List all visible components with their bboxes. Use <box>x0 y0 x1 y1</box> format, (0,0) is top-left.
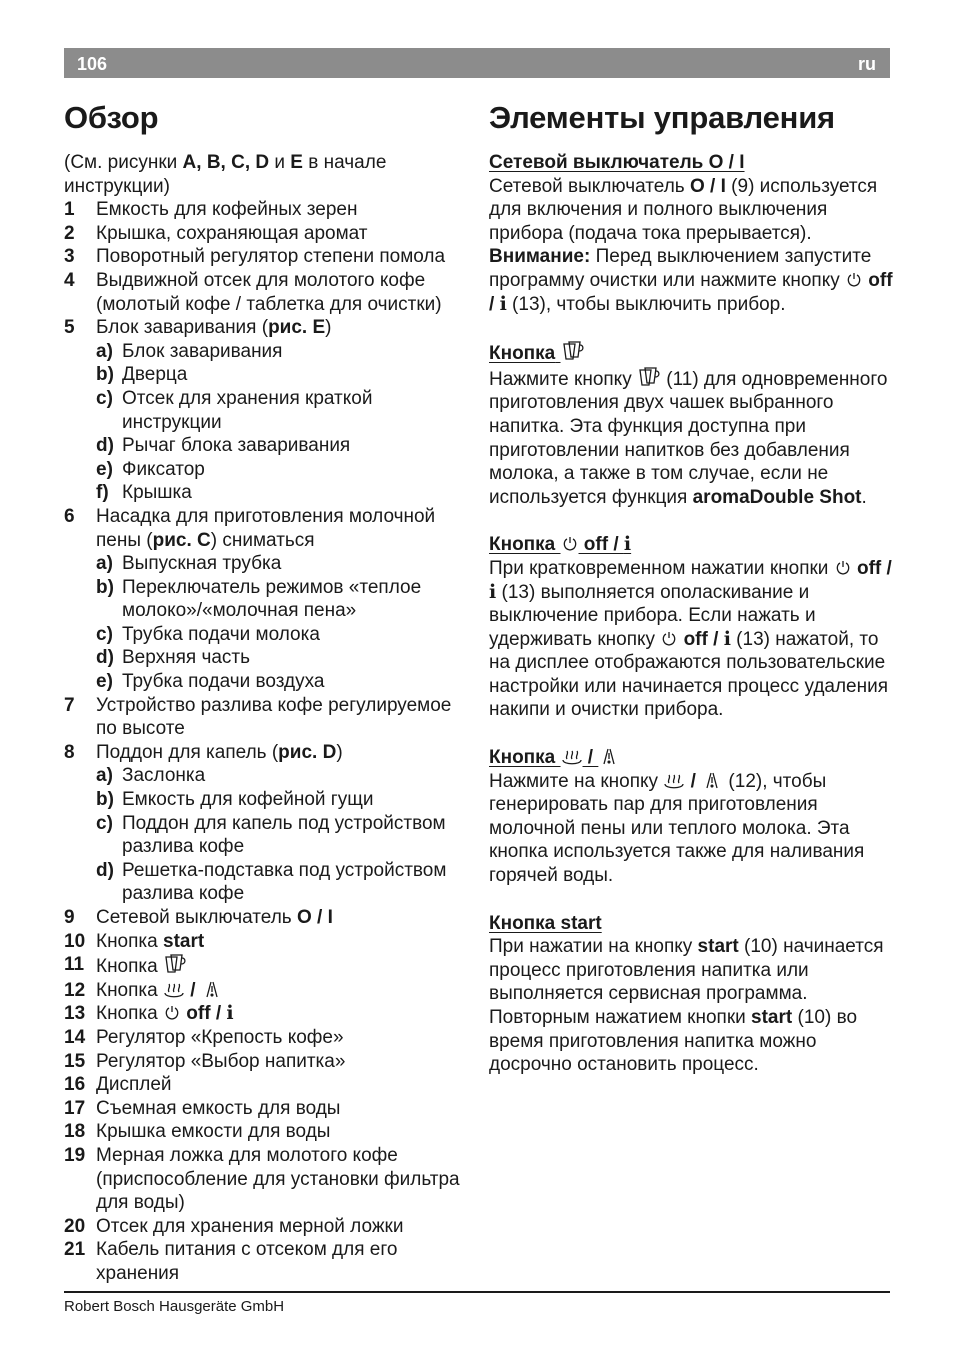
sub-item: b) Емкость для кофейной гущи <box>96 789 374 811</box>
list-item: 10 Кнопка start <box>64 930 205 952</box>
overview-title: Обзор <box>64 100 159 135</box>
section-text-double-cup: Нажмите кнопку (11) для одновременного приготовления двух чашек выбранного напитка. Эта функция доступна при приготовлении напитков без добавления молока, а также в том случае, если не используется функция aromaDouble Shot. <box>489 366 899 510</box>
sub-item: c) Трубка подачи молока <box>96 623 320 645</box>
sub-item: d) Верхняя часть <box>96 647 251 669</box>
list-item: 4 Выдвижной отсек для молотого кофе (молотый кофе / таблетка для очистки) <box>64 269 442 315</box>
list-item: 20 Отсек для хранения мерной ложки <box>64 1215 404 1237</box>
rinse-off-icon <box>834 559 852 577</box>
footer-divider <box>64 1291 890 1293</box>
list-item: 12 Кнопка / <box>64 979 474 1003</box>
steam-icon <box>561 746 583 766</box>
section-title-power-switch: Сетевой выключатель O / I <box>489 152 745 173</box>
sub-item: e) Фиксатор <box>96 458 205 480</box>
steam-icon <box>663 770 685 790</box>
list-item: 5 Блок заваривания (рис. E) <box>64 317 332 339</box>
overview-intro: (См. рисунки A, B, C, D и E в начале инструкции) <box>64 152 387 197</box>
sub-item: a) Блок заваривания <box>96 340 283 362</box>
section-title-double-cup: Кнопка <box>489 340 899 366</box>
sub-item: e) Трубка подачи воздуха <box>96 671 325 693</box>
section-text-attention: Внимание: Перед выключением запустите программу очистки или нажмите кнопку off / i (13), чтобы выключить прибор. <box>489 246 893 315</box>
sub-item: d) Решетка-подставка под устройством разлива кофе <box>96 859 447 905</box>
section-title-start: Кнопка start <box>489 912 602 934</box>
list-item: 15 Регулятор «Выбор напитка» <box>64 1050 346 1072</box>
sub-item: a) Выпускная трубка <box>96 553 282 575</box>
page-number: 106 <box>77 54 108 74</box>
list-item: 3 Поворотный регулятор степени помола <box>64 246 446 268</box>
header-bar <box>64 48 890 78</box>
section-text-start: При нажатии на кнопку start (10) начинается процесс приготовления напитка или выполняется сервисная программа. Повторным нажатием кнопки start (10) во время приготовления напитка можно досрочно остановить процесс. <box>489 936 884 1076</box>
list-item: 2 Крышка, сохраняющая аромат <box>64 222 368 244</box>
list-item: 7 Устройство разлива кофе регулируемое по высоте <box>64 694 452 740</box>
section-text-off: При кратковременном нажатии кнопки off / i (13) выполняется ополаскивание и выключение прибора. Если нажать и удерживать кнопку off / i (13) нажатой, то на дисплее отображаются пользовательские настройки или начинается процесс удаления накипи и очистки прибора. <box>489 557 892 721</box>
sub-item: b) Переключатель режимов «теплое молоко»/«молочная пена» <box>96 576 422 622</box>
section-title-steam: Кнопка / <box>489 746 899 770</box>
list-item: 16 Дисплей <box>64 1074 172 1096</box>
hot-water-warning-icon <box>701 770 723 790</box>
list-item: 21 Кабель питания с отсеком для его хранения <box>64 1239 398 1284</box>
section-title-off: Кнопка off / i <box>489 533 632 556</box>
hot-water-warning-icon <box>598 746 620 766</box>
list-item: 18 Крышка емкости для воды <box>64 1121 331 1143</box>
list-item: 6 Насадка для приготовления молочной пены (рис. C) сниматься <box>64 505 436 551</box>
double-cup-icon <box>163 953 187 975</box>
sub-item: f) Крышка <box>96 482 192 504</box>
overview-column <box>64 151 474 1286</box>
list-item: 1 Емкость для кофейных зерен <box>64 199 358 221</box>
list-item: 17 Съемная емкость для воды <box>64 1097 341 1119</box>
rinse-off-icon <box>845 271 863 289</box>
section-text-steam: Нажмите на кнопку / (12), чтобы генерировать пар для приготовления молочной пены или теплого молока. Эта кнопка используется также для наливания горячей воды. <box>489 770 865 887</box>
footer-company: Robert Bosch Hausgeräte GmbH <box>64 1298 285 1315</box>
controls-column <box>489 151 899 1077</box>
double-cup-icon <box>637 366 661 388</box>
list-item: 14 Регулятор «Крепость кофе» <box>64 1026 344 1048</box>
steam-icon <box>163 979 185 999</box>
list-item: 11 Кнопка <box>64 953 474 979</box>
rinse-off-icon <box>660 630 678 648</box>
list-item: 19 Мерная ложка для молотого кофе (приспособление для установки фильтра для воды) <box>64 1144 460 1214</box>
sub-item: d) Рычаг блока заваривания <box>96 435 351 457</box>
sub-item: a) Заслонка <box>96 765 206 787</box>
rinse-off-icon <box>561 535 579 553</box>
hot-water-warning-icon <box>201 979 223 999</box>
double-cup-icon <box>561 340 585 362</box>
controls-title: Элементы управления <box>489 100 835 135</box>
sub-item: c) Отсек для хранения краткой инструкции <box>96 387 373 433</box>
section-text-power-switch: Сетевой выключатель O / I (9) используется для включения и полного выключения прибора (подача тока прерывается). <box>489 175 878 244</box>
rinse-off-icon <box>163 1004 181 1022</box>
sub-item: c) Поддон для капель под устройством разлива кофе <box>96 812 446 858</box>
list-item: 8 Поддон для капель (рис. D) <box>64 741 343 763</box>
sub-item: b) Дверца <box>96 364 188 386</box>
language-code: ru <box>858 54 876 74</box>
list-item: 13 Кнопка off / i <box>64 1002 234 1025</box>
list-item: 9 Сетевой выключатель O / I <box>64 907 333 928</box>
